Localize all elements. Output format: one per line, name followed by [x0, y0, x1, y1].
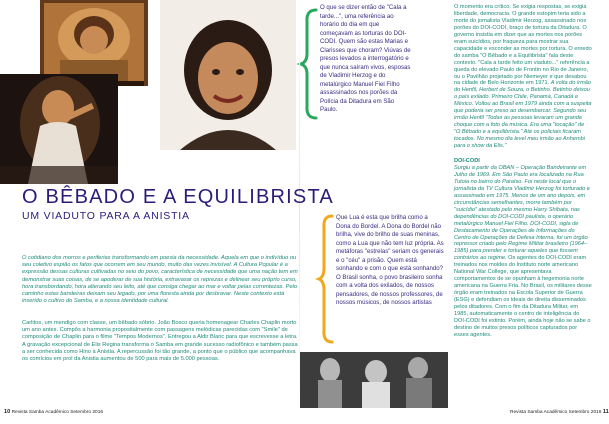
page-title: O BÊBADO E A EQUILIBRISTA: [22, 186, 334, 208]
right-col-top: O momento era crítico. Se exigia respostas, se exigia liberdade, democracia. O grande estopim teria sido a morte do jornalista Vladimir Herzog, assassinado nos porões do DOI-CODI, braço de tortura da Ditadura. O governo insistia em dizer que as mortes nos porões eram suicídios, por fraqueza para mostrar sua capacidade e esconder as mortes por tortura. O enredo do samba "O Bêbado e a Equilibrista" fala deste contexto. "Cala a tarde feito um viaduto..." referência a queda do elevado Paulo de Frontin no Rio de Janeiro, ou o Pavilhão projetado por Niemeyer e que desabou na cidade de Belo Horizonte em 1971.: [454, 4, 592, 87]
article-intro: O cotidiano dos morros e periferias transformando em poesia da necessidade. Aquela em que o indivíduo ou seu coletivo espião os fatos que ocorrem em seu mundo, muito das vezes invisível. A Cultura Popular é a expressão dessas culturas cultivadas no seio do povo, característica de necessidade que uma nação tem em demonstrar suas coisas, de se apoderar de sua história, extravasar os reprezas e delinear seu próprio curso, hora transbordando, hora alterando seu leito, até que consiga chegar ao mar e voltar pelas correntezas. Pelo caminho estas bandeiras deixam seu legado, por uma floresta ainda por desbravar. Neste contexto está inserido o cultivo do Samba, e a nossa identidade cultural.: [22, 255, 298, 305]
page-number-left: 10: [4, 409, 11, 415]
doi-codi-heading: DOI-CODI: [454, 158, 480, 165]
quote-brace-green: [300, 8, 318, 120]
right-col-top-italic: A volta do irmão do Henfil, Herbert de Souza, o Betinho. Betinho deixou o país exilado. Primeiro Chile, Panamá, Canadá e México. Voltou ao Brasil em 1979 ainda com a suspeita que poderia ser preso ao desembarcar. Segundo seu irmão Henfil "Todas as pessoas levaram um grande choque com a foto da música. Era uma "tocação" de "O Bêbado e a equilibrista." Até os policiais ficaram tocados. No mesmo dia level meu irmão ao Anhembi para o show da Elis.": [454, 80, 592, 150]
musicians-bw-photo: [300, 352, 448, 408]
page-number-right: 11: [602, 409, 609, 415]
right-col-bottom-italic: Surgiu a partir da OBAN – Operação Bandeirante em Julho de 1969. Em São Paulo era localizado na Rua Tutoia no bairro do Paraíso. Foi neste local que o jornalista da TV Cultura Vladimir Herzog foi torturado e assassinado em 1975. Menos de um ano depois, em circunstâncias semelhantes, morre também por "suicídio" atestado pelo mesmo Harry Shibata, nas dependências do DOI-CODI paulista, o operário metalúrgico Manuel Fiel Filho. DOI-CODI, sigla de Destacamento de Operações de Informações do Centro de Operações de Defesa Interna, foi um órgão repressor criado pelo Regime Militar brasileiro (1964–1985) para prender e torturar aqueles que fossem contrários ao regime.: [454, 164, 590, 262]
article-body: Carlitos, um mendigo com classe, um bêbado sóbrio. João Bosco queria homenagear Charles Chaplin morto um ano antes. Compôs a harmonia propositalmente com passagens melódicas parecidas com "Smile" de composição de Chaplin para o filme "Tempos Modernos". Entregou a Aldir Blanc para que escrevesse a letra. A gravação excepcional de Elis Regina transforma o Samba em grande sucesso radiofônico e também passa a ser conhecida como Hino à Anistia. A repercussão foi tão grande, a ponto que o público que acompanhava os comícios em prol da Anistia aumentou de 500 para mais de 5.000 pessoas.: [22, 320, 298, 363]
singer-performance-photo: [0, 74, 118, 184]
footer-left: [4, 409, 103, 415]
quote-bottom: Que Lua é esta que brilha como a Dona do Bordel. A Dona do Bordel não brilha, vive do brilho de suas meninas, como a Lua que não tem luz própria. As metáforas "estrelas" seriam os generais e o "céu" a prisão. Quem está sonhando e com o que está sonhando? O Brasil sonha, o povo brasileiro sonha com a volta dos exilados, de nossos pensadores, de nossos professores, de nossos músicos, de nossos artistas: [336, 214, 444, 306]
page-subtitle: UM VIADUTO PARA A ANISTIA: [22, 210, 190, 222]
quote-top: O que se dizer então de "Cala a tarde...", uma referência ao horário do dia em que começavam as torturas do DOI-CODI. Quem são estas Marias e Clarisses que choram? Viúvas de presos levados a interrogatório e que nunca saíram vivos, esposas de Vladimir Herzog e do metalúrgico Manuel Fiel Filho assassinados nos porões da Polícia da Ditadura em São Paulo.: [320, 4, 411, 113]
right-column: [454, 4, 592, 339]
footer-left-text: Revista Samba Acadêmico Setembro 2016: [11, 410, 104, 415]
singer-portrait-photo: [160, 0, 296, 150]
quote-brace-orange: [318, 214, 334, 344]
right-col-bottom: Os agentes do DOI-CODI eram treinados nos moldes do Instituto norte americano National War College, que apresentava comportamentos de se opunham à hegemonia norte americana na Guerra Fria. No Brasil, os militares desse órgão eram treinados na Escola Superior de Guerra (ESG) e defendiam os ideais de direita disseminados pelos ditadores. Com o fim da Ditadura Militar, em 1985, automaticamente o centro de inteligência do DOI-CODI foi extinto. Porém, ainda hoje não se sabe o destino de muitos presos políticos capturados por esses agentes.: [454, 255, 592, 338]
footer-right-text: Revista Samba Acadêmico Setembro 2016: [510, 410, 602, 415]
footer-right: [510, 409, 609, 415]
